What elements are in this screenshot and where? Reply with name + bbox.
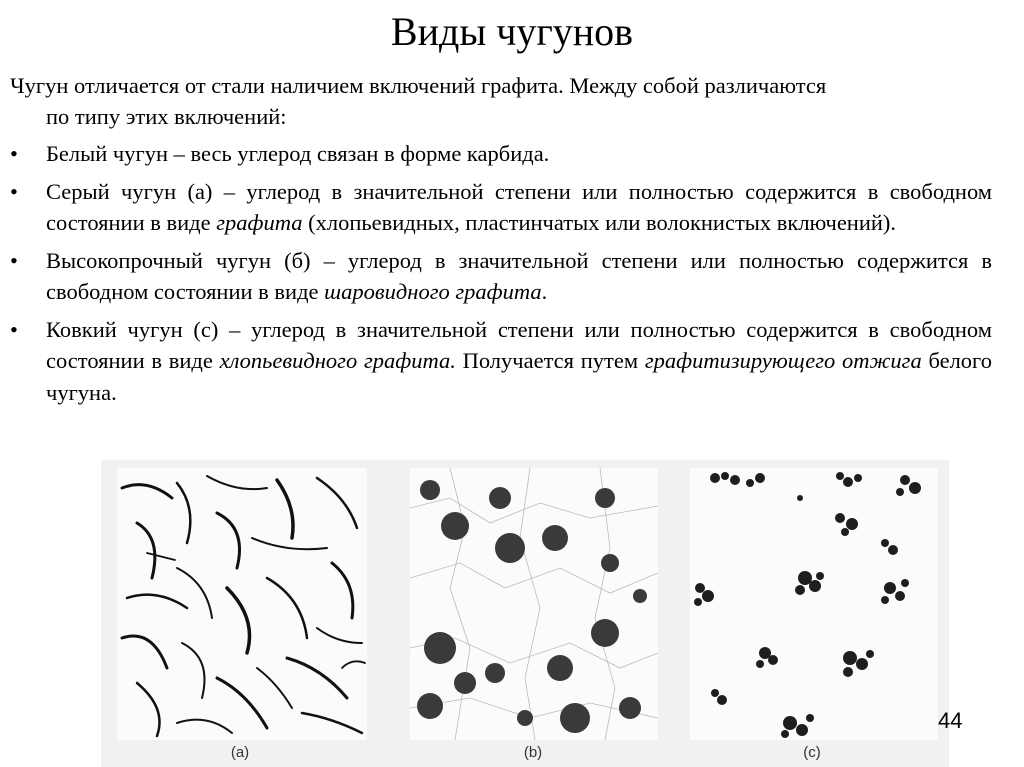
micrograph-gray-iron (117, 468, 367, 740)
intro-paragraph (10, 70, 992, 132)
caption-c: (c) (803, 744, 821, 761)
intro-line-2: по типу этих включений: (46, 104, 287, 129)
intro-line-1: Чугун отличается от стали наличием включений графита. Между собой различаются (10, 73, 827, 98)
slide-title: Виды чугунов (390, 9, 634, 54)
bullet-gray-iron: • Серый чугун (а) – углерод в значительной степени или полностью содержится в свободном состоянии в виде графита (хлопьевидных, пластинчатых или волокнистых включений). (10, 176, 992, 239)
caption-a: (a) (230, 744, 250, 761)
micrograph-malleable-iron (690, 468, 938, 740)
bullet-list (10, 138, 992, 414)
caption-b: (b) (523, 744, 543, 761)
micrograph-ductile-iron (410, 468, 658, 740)
bullet-white-iron: • Белый чугун – весь углерод связан в форме карбида. (10, 138, 992, 170)
bullet-malleable-iron: • Ковкий чугун (с) – углерод в значительной степени или полностью содержится в свободном состоянии в виде хлопьевидного графита. Получается путем графитизирующего отжига белого чугуна. (10, 314, 992, 409)
bullet-ductile-iron: • Высокопрочный чугун (б) – углерод в значительной степени или полностью содержится в свободном состоянии в виде шаровидного графита. (10, 245, 992, 308)
page-number: 44 (938, 708, 963, 733)
